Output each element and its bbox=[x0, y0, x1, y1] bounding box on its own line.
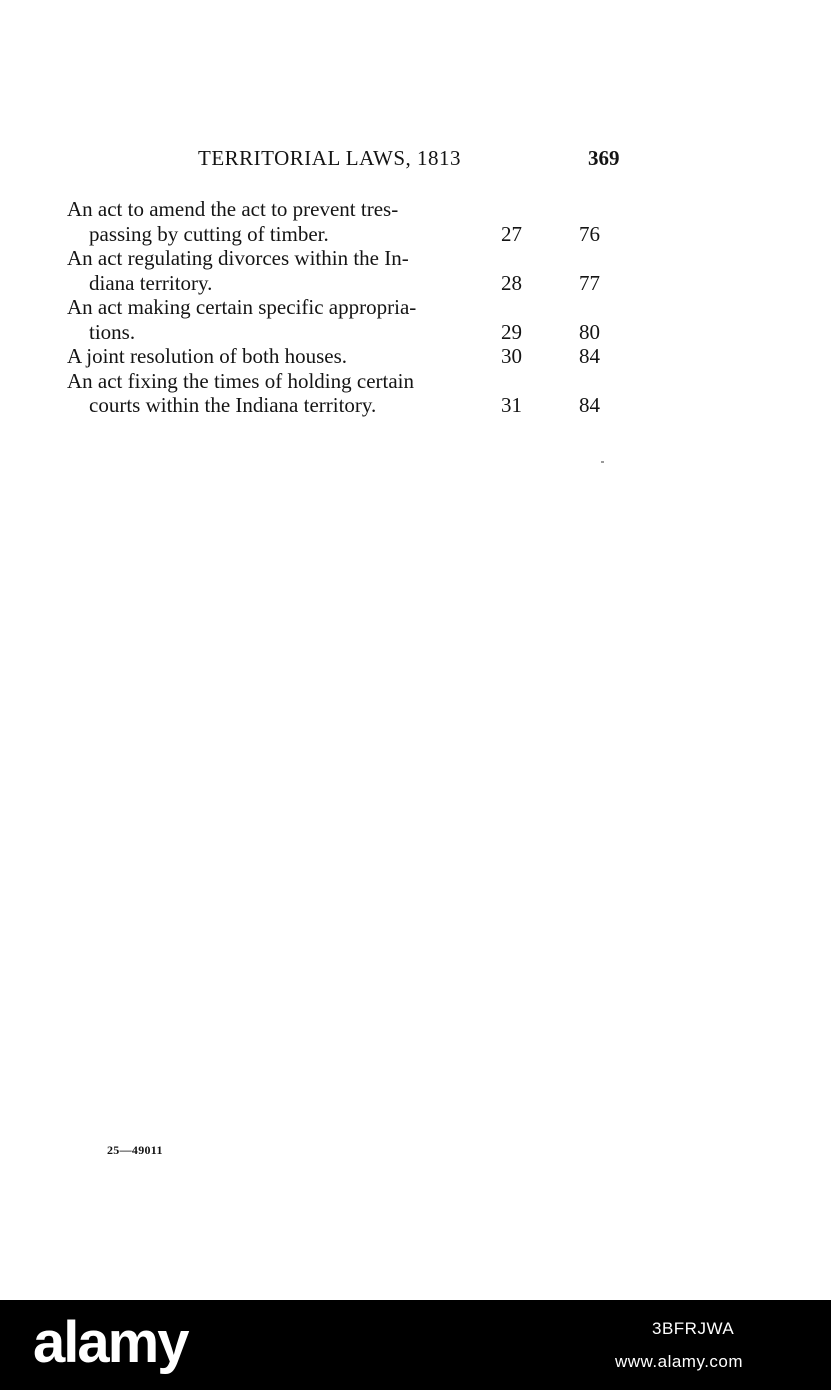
entry-line-continued bbox=[67, 393, 627, 418]
entry-title: An act to amend the act to prevent tres- bbox=[67, 197, 399, 221]
printer-code: 25—49011 bbox=[107, 1143, 163, 1157]
page-reference: 84 bbox=[579, 344, 600, 368]
chapter-number: 29 bbox=[501, 319, 522, 344]
entry-title-continued: diana territory. bbox=[89, 270, 213, 295]
paper-speck bbox=[601, 461, 604, 463]
stock-watermark-banner bbox=[0, 1300, 831, 1390]
entry-line bbox=[67, 344, 627, 369]
chapter-number: 27 bbox=[501, 221, 522, 246]
entry-line-continued bbox=[67, 271, 627, 296]
entry-title-continued: courts within the Indiana territory. bbox=[89, 393, 377, 417]
table-of-acts bbox=[67, 197, 627, 418]
chapter-number: 30 bbox=[501, 344, 522, 368]
entry-line-continued bbox=[67, 320, 627, 345]
page-reference: 84 bbox=[579, 393, 600, 417]
page-reference: 76 bbox=[579, 221, 600, 246]
entry-line bbox=[67, 246, 627, 271]
page-number: 369 bbox=[588, 146, 620, 170]
alamy-logo: alamy bbox=[33, 1310, 188, 1375]
page-reference: 80 bbox=[579, 319, 600, 344]
chapter-number: 31 bbox=[501, 393, 522, 417]
entry-title-continued: passing by cutting of timber. bbox=[89, 221, 329, 246]
entry-line-continued bbox=[67, 222, 627, 247]
entry-line bbox=[67, 369, 627, 394]
entry-title: A joint resolution of both houses. bbox=[67, 344, 347, 368]
site-url: www.alamy.com bbox=[615, 1352, 744, 1371]
entry-line bbox=[67, 295, 627, 320]
entry-line bbox=[67, 197, 627, 222]
entry-title: An act fixing the times of holding certain bbox=[67, 368, 414, 393]
image-id: 3BFRJWA bbox=[652, 1319, 735, 1338]
entry-title-continued: tions. bbox=[89, 319, 136, 344]
entry-title: An act making certain specific appropria- bbox=[67, 295, 417, 319]
chapter-number: 28 bbox=[501, 270, 522, 295]
entry-title: An act regulating divorces within the In- bbox=[67, 246, 409, 270]
page-reference: 77 bbox=[579, 270, 600, 295]
running-head: TERRITORIAL LAWS, 1813 bbox=[198, 146, 462, 170]
